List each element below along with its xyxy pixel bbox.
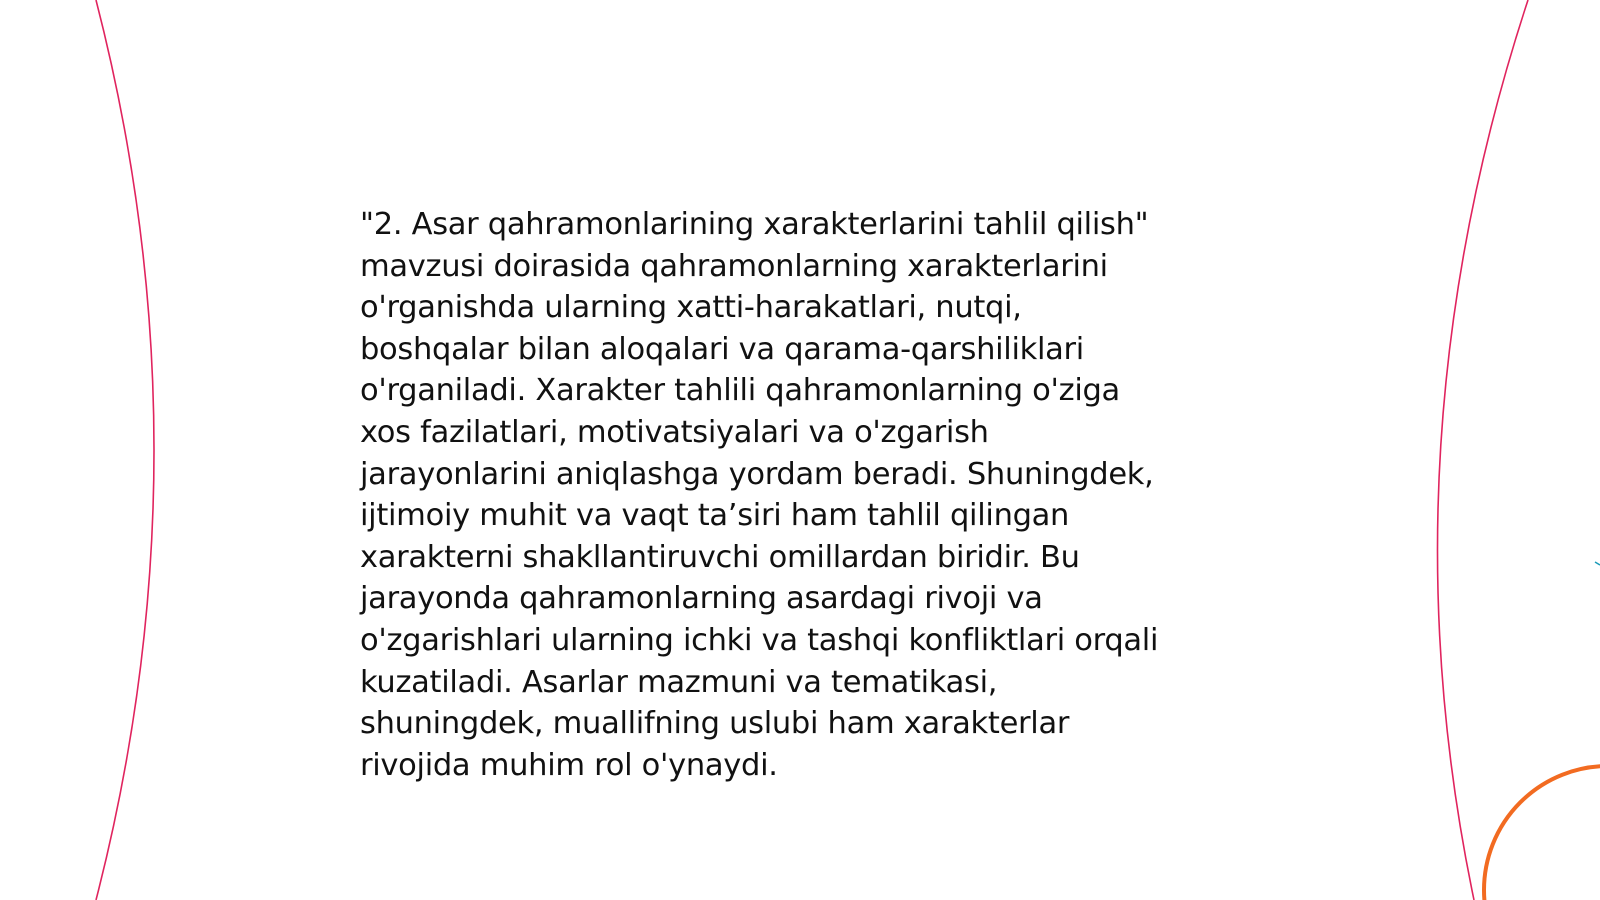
orange-circle-outline: [1484, 766, 1600, 900]
body-line: shuningdek, muallifning uslubi ham xarakterlar: [360, 706, 1070, 742]
body-line: boshqalar bilan aloqalari va qarama-qarshiliklari: [360, 331, 1084, 367]
body-line: rivojida muhim rol o'ynaydi.: [360, 747, 778, 783]
body-line: "2. Asar qahramonlarining xarakterlarini tahlil qilish": [360, 207, 1149, 242]
body-line: o'zgarishlari ularning ichki va tashqi konfliktlari orqali: [360, 622, 1159, 658]
body-line: xos fazilatlari, motivatsiyalari va o'zgarish: [360, 414, 989, 450]
body-line: xarakterni shakllantiruvchi omillardan biridir. Bu: [360, 539, 1080, 575]
teal-accent-mark: [1595, 562, 1600, 565]
body-paragraph: [360, 204, 1240, 786]
body-line: o'rganishda ularning xatti-harakatlari, nutqi,: [360, 290, 1022, 326]
right-arc-line: [1437, 0, 1528, 900]
body-line: jarayonlarini aniqlashga yordam beradi. Shuningdek,: [360, 456, 1154, 492]
body-line: jarayonda qahramonlarning asardagi rivoji va: [360, 581, 1043, 617]
body-line: ijtimoiy muhit va vaqt ta’siri ham tahlil qilingan: [360, 498, 1070, 534]
body-line: kuzatiladi. Asarlar mazmuni va tematikasi,: [360, 664, 998, 700]
body-line: o'rganiladi. Xarakter tahlili qahramonlarning o'ziga: [360, 373, 1120, 409]
left-arc-line: [96, 0, 154, 900]
body-line: mavzusi doirasida qahramonlarning xarakterlarini: [360, 248, 1108, 284]
